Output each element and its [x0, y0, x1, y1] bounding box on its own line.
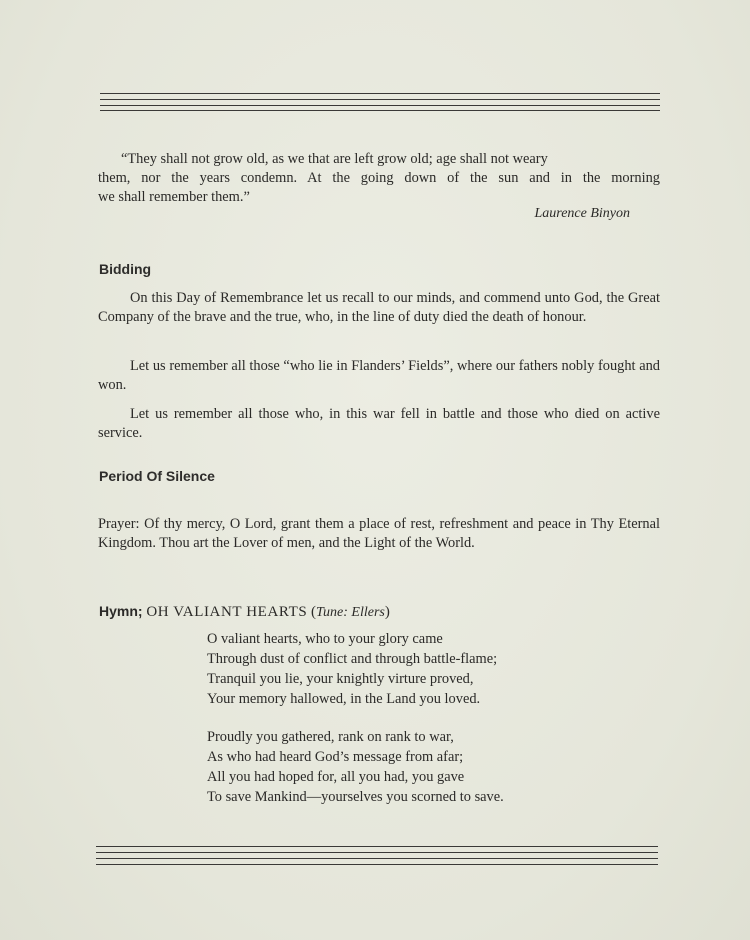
- hymn-heading: [99, 603, 390, 621]
- verse-line: As who had heard God’s message from afar;: [207, 749, 464, 765]
- verse-line: Through dust of conflict and through battle-flame;: [207, 651, 498, 667]
- divider-line: [96, 858, 658, 859]
- verse-line: To save Mankind—yourselves you scorned to save.: [207, 789, 504, 805]
- divider-line: [96, 864, 658, 865]
- divider-line: [100, 105, 660, 106]
- quote-attribution: Laurence Binyon: [534, 206, 630, 221]
- divider-line: [96, 852, 658, 853]
- verse-line: Proudly you gathered, rank on rank to war,: [207, 729, 454, 745]
- hymn-tune-close: ): [384, 604, 390, 620]
- bidding-paragraph-1: On this Day of Remembrance let us recall to our minds, and commend unto God, the Great Company of the brave and the true, who, in the line of duty died the death of honour.: [98, 290, 660, 325]
- hymn-label: Hymn;: [99, 603, 143, 619]
- prayer-paragraph: Prayer: Of thy mercy, O Lord, grant them a place of rest, refreshment and peace in Thy Eternal Kingdom. Thou art the Lover of men, and the Light of the World.: [98, 516, 660, 551]
- hymn-verse-2: [207, 727, 504, 807]
- divider-line: [100, 110, 660, 111]
- hymn-tune: Tune: Ellers: [316, 605, 385, 620]
- verse-line: Your memory hallowed, in the Land you loved.: [207, 691, 481, 707]
- verse-line: All you had hoped for, all you had, you gave: [207, 769, 465, 785]
- quote-line-2: them, nor the years condemn. At the going down of the sun and in the morning: [98, 170, 660, 186]
- bidding-heading: Bidding: [99, 261, 152, 277]
- verse-line: O valiant hearts, who to your glory came: [207, 631, 443, 647]
- divider-line: [96, 846, 658, 847]
- bidding-paragraph-2: Let us remember all those “who lie in Flanders’ Fields”, where our fathers nobly fought and won.: [98, 358, 660, 393]
- verse-line: Tranquil you lie, your knightly virture proved,: [207, 671, 474, 687]
- divider-line: [100, 99, 660, 100]
- silence-heading: Period Of Silence: [99, 468, 215, 484]
- quote-line-1: “They shall not grow old, as we that are left grow old; age shall not weary: [121, 151, 548, 167]
- divider-line: [100, 93, 660, 94]
- quote-line-3: we shall remember them.”: [98, 189, 250, 205]
- hymn-title: OH VALIANT HEARTS: [146, 604, 308, 620]
- hymn-tune-open: (: [311, 604, 317, 620]
- hymn-verse-1: [207, 629, 497, 709]
- bidding-paragraph-3: Let us remember all those who, in this war fell in battle and those who died on active service.: [98, 406, 660, 441]
